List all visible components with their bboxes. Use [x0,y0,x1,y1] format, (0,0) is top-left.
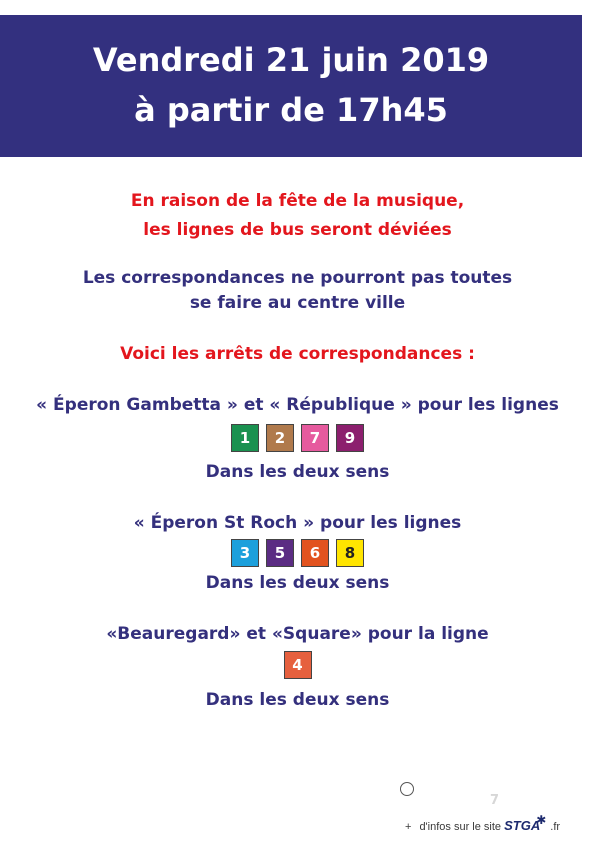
line-badge: 2 [266,424,294,452]
correspondances-line-2: se faire au centre ville [189,293,406,313]
line-badge: 3 [231,539,259,567]
line-badge: 7 [301,424,329,452]
line-badge: 4 [284,651,312,679]
line-badge: 6 [301,539,329,567]
runner-logo-icon: ✱ [536,813,547,827]
plus-icon: + [405,821,412,833]
stop-direction: Dans les deux sens [205,462,390,482]
notice-line-1: En raison de la fête de la musique, [130,191,465,211]
footer-text: d'infos sur le site [419,821,502,833]
line-badges [0,424,595,452]
date-banner [0,15,582,157]
footer-domain: .fr [550,821,561,833]
line-badges [0,539,595,567]
line-badge: 5 [266,539,294,567]
banner-time: à partir de 17h45 [134,91,448,129]
stop-title: « Éperon St Roch » pour les lignes [133,513,462,533]
line-badge: 8 [336,539,364,567]
stop-direction: Dans les deux sens [205,573,390,593]
stga-logo: STGA [504,818,541,833]
circle-icon [400,782,414,796]
correspondances-line-1: Les correspondances ne pourront pas toutes [82,268,513,288]
notice-line-2: les lignes de bus seront déviées [143,220,452,240]
stops-intro: Voici les arrêts de correspondances : [120,344,475,364]
stop-direction: Dans les deux sens [205,690,390,710]
footer-link[interactable] [405,813,561,833]
line-badge: 1 [231,424,259,452]
stop-title: «Beauregard» et «Square» pour la ligne [106,624,489,644]
line-badge: 9 [336,424,364,452]
stop-title: « Éperon Gambetta » et « République » pour les lignes [36,395,559,415]
stray-digit: 7 [490,793,500,808]
line-badges [0,651,595,679]
banner-date: Vendredi 21 juin 2019 [92,41,490,79]
